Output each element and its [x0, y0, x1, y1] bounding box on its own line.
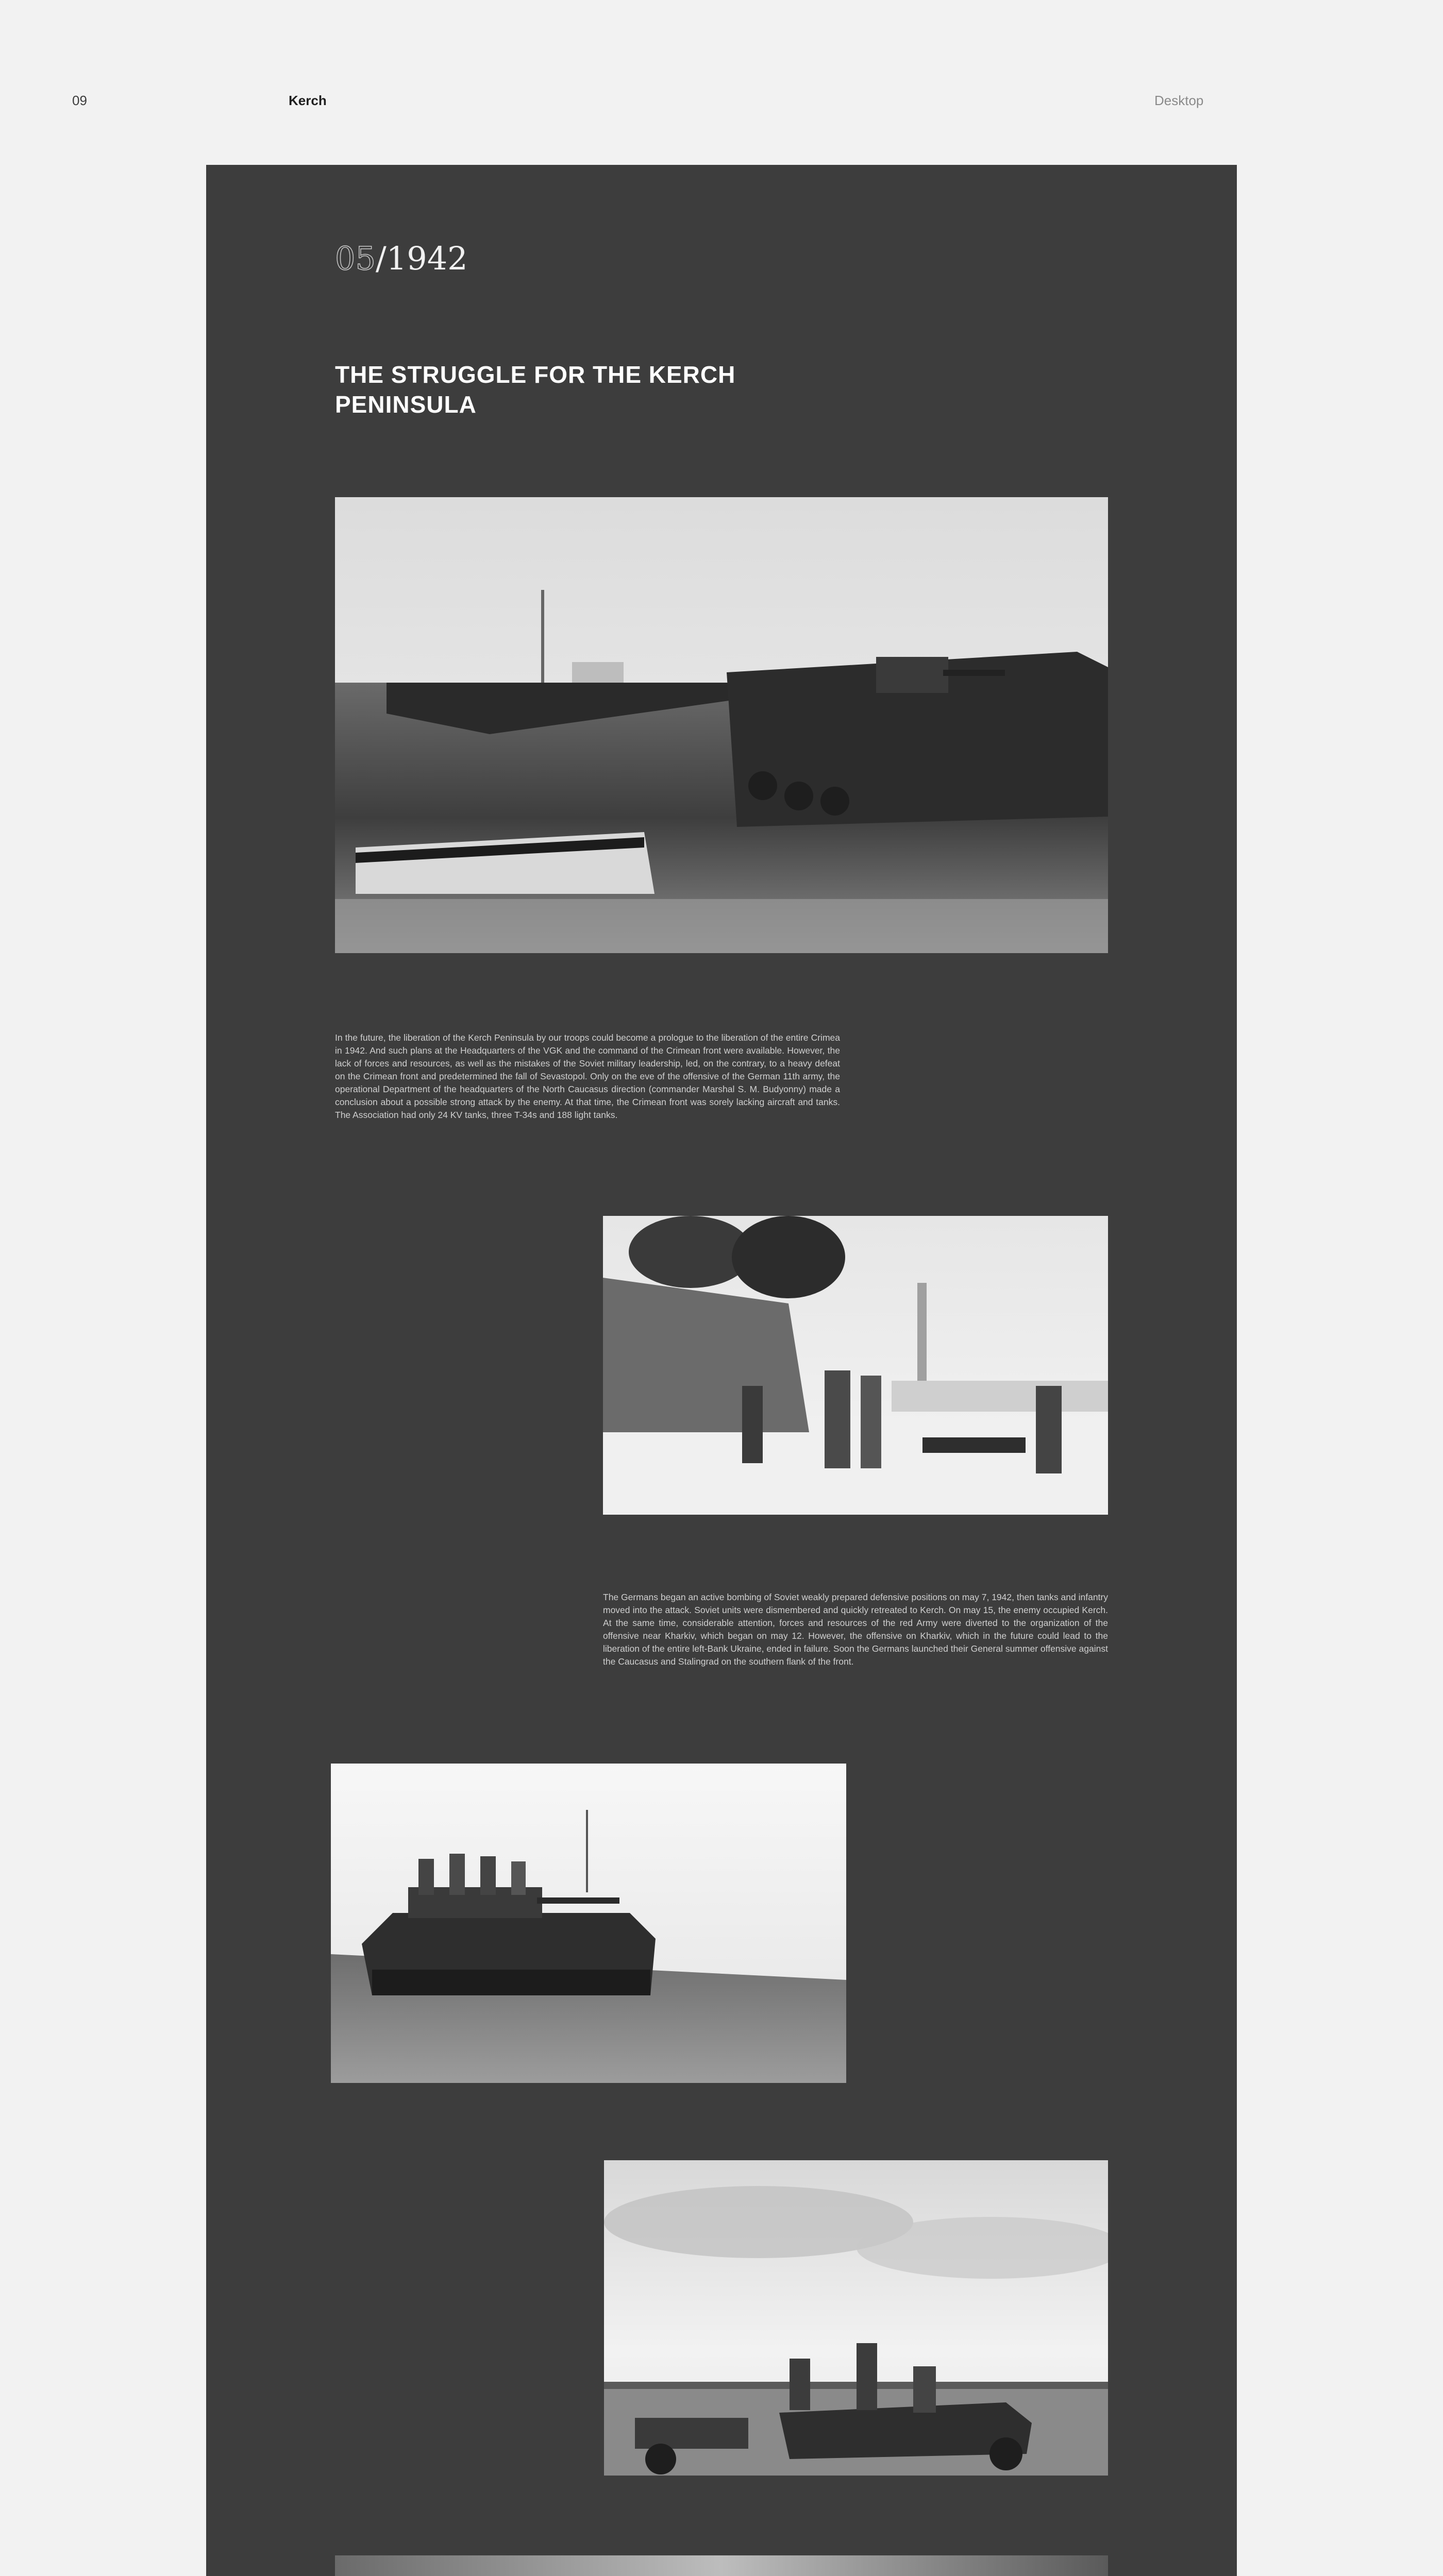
page-index: 09: [72, 93, 87, 108]
page-title: Kerch: [289, 93, 327, 108]
photo-half-track: [604, 2160, 1108, 2476]
device-label: Desktop: [1154, 93, 1204, 108]
photo-troop-column: [335, 497, 1108, 953]
paragraph-kerch-liberation: In the future, the liberation of the Kerch Peninsula by our troops could become a prologue to the liberation of the entire Crimea in 1942. And such plans at the Headquarters of the VGK and the command of the Crimean front were available. However, the lack of forces and resources, as well as the mistakes of the Soviet military leadership, led, on the contrary, to a heavy defeat on the Crimean front and predetermined the fall of Sevastopol. Only on the eve of the offensive of the German 11th army, the operational Department of the headquarters of the North Caucasus direction (commander Marshal S. M. Budyonny) made a conclusion about a possible strong attack by the enemy. At that time, the Crimean front was sorely lacking aircraft and tanks. The Association had only 24 KV tanks, three T-34s and 188 light tanks.: [335, 1032, 840, 1120]
headline: THE STRUGGLE FOR THE KERCH PENINSULA: [335, 361, 736, 418]
photo-soldiers-advancing: [603, 1216, 1108, 1515]
date-year: /1942: [375, 240, 468, 277]
photo-tank-with-soldiers: [331, 1764, 846, 2083]
paragraph-german-offensive: The Germans began an active bombing of Soviet weakly prepared defensive positions on may 7, 1942, then tanks and infantry moved into the attack. Soviet units were dismembered and quickly retreated to Kerch. On may 15, the enemy occupied Kerch. At the same time, considerable attention, forces and resources of the red Army were diverted to the organization of the offensive near Kharkiv, which began on may 12. However, the offensive on Kharkiv, which in the future could lead to the liberation of the entire left-Bank Ukraine, ended in failure. Soon the Germans launched their General summer offensive against the Caucasus and Stalingrad on the southern flank of the front.: [603, 1592, 1108, 1667]
date-month: 05: [335, 240, 376, 277]
date-heading: [335, 240, 468, 278]
content-panel: [206, 165, 1237, 2576]
photo-battlefield-smoke: [335, 2555, 1108, 2576]
